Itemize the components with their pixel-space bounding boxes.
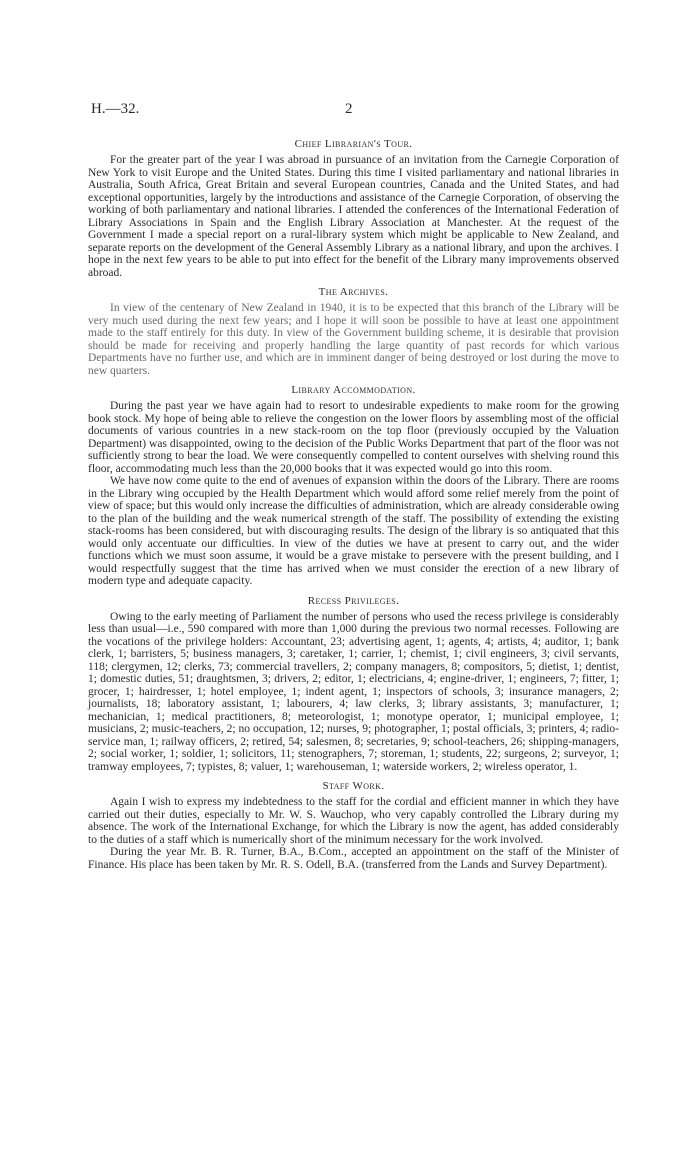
document-body — [88, 131, 619, 871]
paragraph: Again I wish to express my indebtedness to the staff for the cordial and efficient manner in which they have carried out their duties, especially to Mr. W. S. Wauchop, who very capably controlled the Library during my absence. The work of the International Exchange, for which the Library is now the agent, has added considerably to the duties of a staff which is numerically short of the minimum necessary for the work involved. — [88, 796, 619, 846]
section-library-accommodation — [88, 383, 619, 588]
paragraph: During the past year we have again had to resort to undesirable expedients to make room for the growing book stock. My hope of being able to relieve the congestion on the lower floors by assembling most of the official documents of various countries in a new stack-room on the top floor (previously occupied by the Valuation Department) was disappointed, owing to the decision of the Public Works Department that part of the floor was not sufficiently strong to bear the load. We were consequently compelled to content ourselves with shelving round this floor, accommodating much less than the 20,000 books that it was expected would go into this room. — [88, 400, 619, 475]
section-chief-librarians-tour — [88, 137, 619, 279]
section-the-archives — [88, 285, 619, 377]
section-recess-privileges — [88, 594, 619, 774]
paragraph: Owing to the early meeting of Parliament the number of persons who used the recess privilege is considerably less than usual—i.e., 590 compared with more than 1,000 during the previous two normal recesses. Following are the vocations of the privilege holders: Accountant, 23; advertising agent, 1; agents, 4; artists, 4; auditor, 1; bank clerk, 1; barristers, 5; business managers, 3; caretaker, 1; carrier, 1; chemist, 1; civil engineers, 3; civil servants, 118; clergymen, 12; clerks, 73; commercial travellers, 2; company managers, 8; compositors, 5; dietist, 1; dentist, 1; domestic duties, 51; draughtsmen, 3; drivers, 2; editor, 1; electricians, 4; engine-driver, 1; engineers, 7; fitter, 1; grocer, 1; hairdresser, 1; hotel employee, 1; indent agent, 1; inspectors of schools, 3; insurance managers, 2; journalists, 18; laboratory assistant, 1; labourers, 4; law clerks, 3; library assistants, 3; manufacturer, 1; mechanician, 1; medical practitioners, 8; meteorologist, 1; monotype operator, 1; municipal employee, 1; musicians, 2; music-teachers, 2; no occupation, 12; nurses, 9; photographer, 1; postal officials, 3; printers, 4; radio-service man, 1; railway officers, 2; retired, 54; salesmen, 8; secretaries, 9; school-teachers, 26; shipping-managers, 2; social worker, 1; soldier, 1; solicitors, 11; stenographers, 7; storeman, 1; students, 22; surgeons, 2; surveyor, 1; tramway employees, 7; typistes, 8; valuer, 1; warehouseman, 1; waterside workers, 2; wireless operator, 1. — [88, 610, 619, 773]
section-title: Chief Librarian's Tour. — [294, 138, 413, 150]
section-title: Recess Privileges. — [307, 594, 400, 607]
section-title: Staff Work. — [322, 780, 385, 792]
paragraph: For the greater part of the year I was abroad in pursuance of an invitation from the Carnegie Corporation of New York to visit Europe and the United States. During this time I visited parliamentary and national libraries in Australia, South Africa, Great Britain and several European countries, Canada and the United States, and had exceptional opportunities, largely by the introductions and assistance of the Carnegie Corporation, of observing the working of both parliamentary and national libraries. I attended the conferences of the International Federation of Library Associations in Spain and the English Library Association at Manchester. At the request of the Government I made a special report on a rural-library system which might be applicable to New Zealand, and separate reports on the development of the General Assembly Library as a national library, and upon the archives. I hope in the next few years to be able to put into effect for the benefit of the Library many improvements observed abroad. — [88, 154, 619, 279]
section-title: The Archives. — [318, 286, 389, 298]
document-reference: H.—32. — [91, 101, 140, 117]
page-number: 2 — [345, 101, 353, 117]
section-title: Library Accommodation. — [291, 384, 416, 396]
paragraph: In view of the centenary of New Zealand in 1940, it is to be expected that this branch of the Library will be very much used during the next few years; and I hope it will soon be possible to have at least one appointment made to the staff entirely for this duty. In view of the Government building scheme, it is desirable that provision should be made for receiving and properly handling the large quantity of past records for which various Departments have no further use, and which are in imminent danger of being destroyed or lost during the move to new quarters. — [88, 302, 619, 377]
paragraph: We have now come quite to the end of avenues of expansion within the doors of the Library. There are rooms in the Library wing occupied by the Health Department which would afford some relief merely from the point of view of space; but this would only increase the difficulties of administration, which are already considerable owing to the plan of the building and the weak numerical strength of the staff. The possibility of extending the existing stack-rooms has been considered, but with discouraging results. The design of the library is so antiquated that this would only accentuate our difficulties. In view of the duties we have at present to carry out, and the wider functions which we must soon assume, it would be a grave mistake to persevere with the present building, and I would respectfully suggest that the time has arrived when we must consider the erection of a new library of modern type and adequate capacity. — [88, 475, 619, 587]
page-header — [91, 101, 611, 123]
section-staff-work — [88, 779, 619, 871]
paragraph: During the year Mr. B. R. Turner, B.A., B.Com., accepted an appointment on the staff of the Minister of Finance. His place has been taken by Mr. R. S. Odell, B.A. (transferred from the Lands and Survey Department). — [88, 846, 619, 871]
